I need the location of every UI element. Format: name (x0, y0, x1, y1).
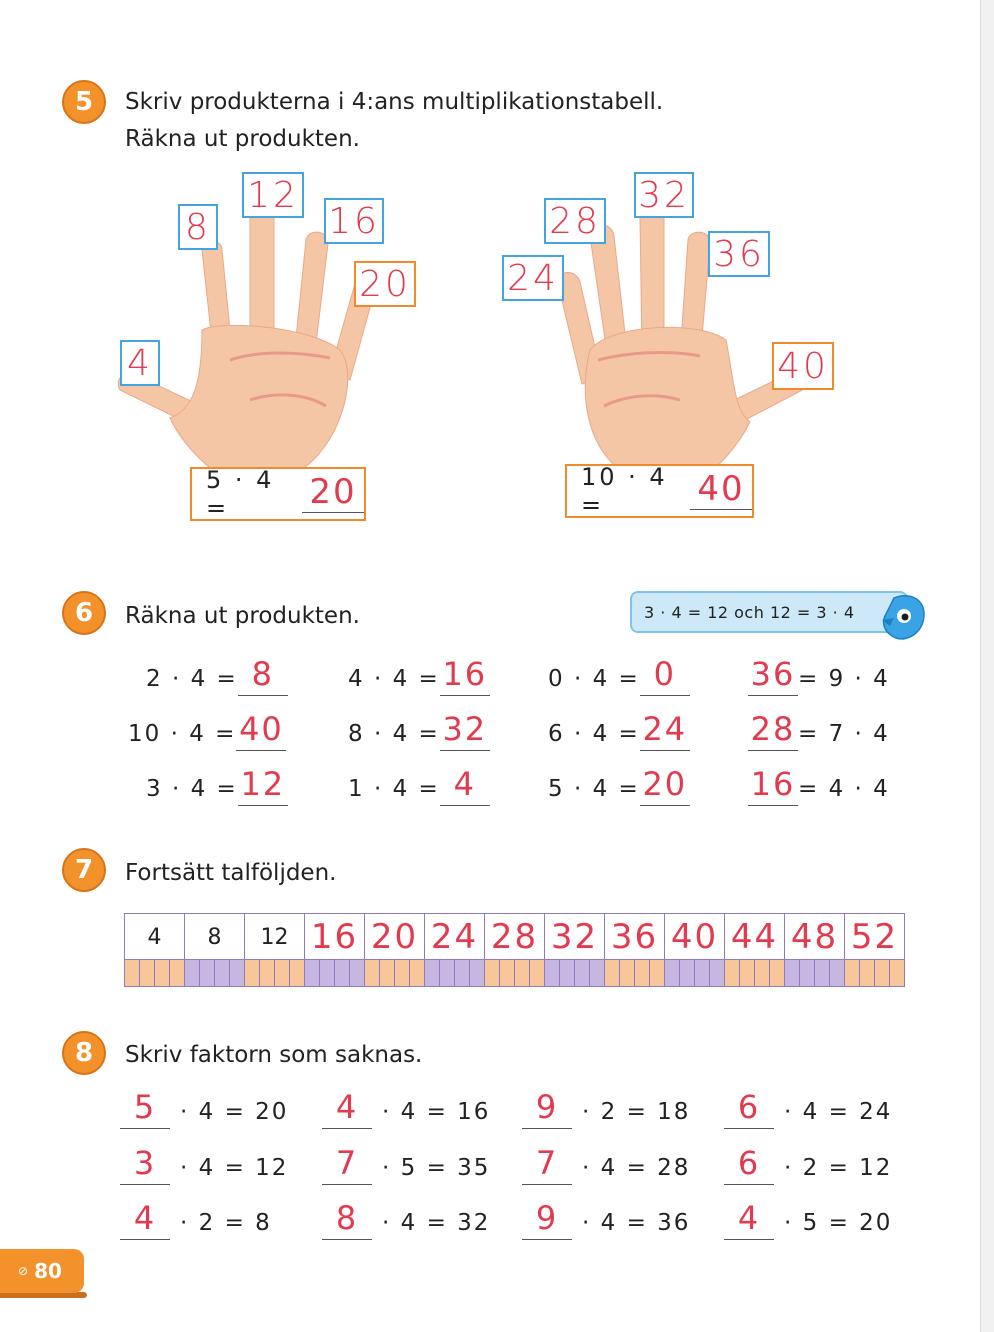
answer-line[interactable] (120, 1090, 170, 1129)
answer: 48 (790, 917, 839, 957)
answer: 40 (697, 469, 745, 509)
equation (522, 1090, 690, 1129)
answer: 36 (610, 917, 659, 957)
answer-line[interactable] (748, 712, 798, 751)
unit-bar (725, 959, 784, 986)
tip-box (630, 591, 908, 633)
answer: 32 (638, 174, 690, 216)
equation-text: 10 · 4 = (581, 463, 668, 519)
exercise-number: 5 (74, 87, 94, 117)
answer-line[interactable] (640, 767, 690, 806)
exercise-number-badge (62, 1031, 106, 1075)
answer: 28 (750, 710, 796, 748)
sequence-cell (245, 914, 305, 986)
instruction-line-2: Räkna ut produkten. (125, 126, 360, 152)
equation (724, 1201, 892, 1240)
answer-line[interactable] (322, 1090, 372, 1129)
unit-bar (665, 959, 724, 986)
answer: 24 (507, 257, 559, 299)
equation-text: · 2 = 8 (180, 1210, 272, 1236)
answer-line[interactable] (322, 1201, 372, 1240)
answer: 32 (442, 710, 488, 748)
unit-bar (785, 959, 844, 986)
equation (348, 767, 490, 806)
answer-line[interactable] (238, 767, 288, 806)
sequence-given: 8 (207, 924, 222, 950)
page-number: 80 (34, 1259, 62, 1283)
equation (120, 1201, 272, 1240)
answer: 44 (730, 917, 779, 957)
instruction-line-1: Skriv produkterna i 4:ans multiplikationstabell. (125, 89, 664, 115)
equation (348, 712, 490, 751)
answer-line[interactable] (322, 1146, 372, 1185)
equation (748, 712, 890, 751)
answer-line[interactable] (522, 1090, 572, 1129)
equation-text: = 7 · 4 (798, 721, 890, 747)
unit-bar (845, 959, 904, 986)
equation-text: 5 · 4 = (206, 466, 275, 522)
equation (548, 712, 690, 751)
answer: 7 (335, 1144, 359, 1182)
answer-line[interactable] (440, 767, 490, 806)
finger-box-little-right[interactable] (502, 255, 564, 301)
answer: 4 (127, 342, 153, 384)
equation (120, 1090, 288, 1129)
equation-text: 1 · 4 = (348, 776, 440, 802)
answer: 20 (359, 263, 411, 305)
answer: 8 (185, 206, 211, 248)
answer: 4 (133, 1199, 157, 1237)
answer-line[interactable] (748, 657, 798, 696)
equation-text: = 9 · 4 (798, 666, 890, 692)
answer: 3 (133, 1144, 157, 1182)
answer-line[interactable] (640, 712, 690, 751)
unit-bar (185, 959, 244, 986)
answer: 36 (750, 655, 796, 693)
mascot-icon (878, 592, 928, 642)
left-product-box[interactable] (190, 467, 366, 521)
answer-line[interactable] (724, 1201, 774, 1240)
exercise-number: 8 (74, 1038, 94, 1068)
answer: 6 (737, 1088, 761, 1126)
answer-line[interactable] (440, 712, 490, 751)
answer: 9 (535, 1199, 559, 1237)
equation-text: 3 · 4 = (146, 776, 238, 802)
page-edge (980, 0, 994, 1332)
equation-text: 10 · 4 = (128, 721, 237, 747)
exercise-number: 7 (74, 855, 94, 885)
page-icon: ⊘ (18, 1264, 29, 1278)
answer: 16 (328, 200, 380, 242)
equation (128, 712, 286, 751)
answer: 40 (777, 345, 829, 387)
finger-box-middle-right[interactable] (634, 172, 694, 218)
sequence-cell[interactable] (365, 914, 425, 986)
sequence-cell[interactable] (425, 914, 485, 986)
answer: 20 (642, 765, 688, 803)
answer-line[interactable] (236, 712, 286, 751)
instruction: Skriv faktorn som saknas. (125, 1042, 423, 1068)
answer: 0 (653, 655, 676, 693)
equation (322, 1146, 490, 1185)
answer: 24 (642, 710, 688, 748)
sequence-cell[interactable] (605, 914, 665, 986)
equation (548, 657, 690, 696)
equation (522, 1201, 690, 1240)
answer: 12 (247, 174, 299, 216)
equation (322, 1090, 490, 1129)
equation-text: 8 · 4 = (348, 721, 440, 747)
equation (748, 767, 890, 806)
right-product-box[interactable] (565, 464, 754, 518)
answer: 4 (453, 765, 476, 803)
page-number-tab (0, 1249, 84, 1293)
tip-text: 3 · 4 = 12 och 12 = 3 · 4 (644, 602, 855, 622)
equation-text: · 4 = 12 (180, 1155, 289, 1181)
equation-text: · 4 = 36 (582, 1210, 691, 1236)
answer-line[interactable] (724, 1090, 774, 1129)
equation (120, 1146, 288, 1185)
answer: 28 (549, 200, 601, 242)
sequence-cell[interactable] (305, 914, 365, 986)
answer: 36 (713, 233, 765, 275)
number-sequence-strip (124, 913, 905, 987)
equation-text: · 4 = 16 (382, 1099, 491, 1125)
unit-bar (125, 959, 184, 986)
answer: 24 (430, 917, 479, 957)
equation (522, 1146, 690, 1185)
finger-box-ring-right[interactable] (544, 198, 606, 244)
sequence-cell (125, 914, 185, 986)
answer: 5 (133, 1088, 157, 1126)
equation-text: = 4 · 4 (798, 776, 890, 802)
answer-line[interactable] (522, 1146, 572, 1185)
sequence-cell (185, 914, 245, 986)
equation-text: 0 · 4 = (548, 666, 640, 692)
answer: 20 (370, 917, 419, 957)
answer-line[interactable] (748, 767, 798, 806)
equation-text: · 2 = 18 (582, 1099, 691, 1125)
answer: 8 (251, 655, 274, 693)
answer: 20 (309, 472, 357, 512)
equation-text: 4 · 4 = (348, 666, 440, 692)
sequence-cell[interactable] (725, 914, 785, 986)
unit-bar (305, 959, 364, 986)
finger-box-middle[interactable] (242, 172, 304, 218)
unit-bar (545, 959, 604, 986)
equation-text: · 4 = 28 (582, 1155, 691, 1181)
answer: 52 (850, 917, 899, 957)
answer-line[interactable] (120, 1146, 170, 1185)
sequence-cell[interactable] (845, 914, 904, 986)
exercise-number-badge (62, 848, 106, 892)
equation (146, 767, 288, 806)
sequence-cell[interactable] (665, 914, 725, 986)
answer-line[interactable] (238, 657, 288, 696)
equation (348, 657, 490, 696)
answer: 6 (737, 1144, 761, 1182)
answer: 9 (535, 1088, 559, 1126)
finger-box-ring[interactable] (324, 198, 384, 244)
exercise-number-badge (62, 80, 106, 124)
answer-line[interactable] (120, 1201, 170, 1240)
answer: 40 (670, 917, 719, 957)
finger-box-index-right[interactable] (708, 231, 770, 277)
answer: 40 (239, 710, 284, 748)
sequence-given: 4 (147, 924, 162, 950)
answer-line[interactable] (440, 657, 490, 696)
sequence-given: 12 (260, 924, 289, 950)
equation-text: 5 · 4 = (548, 776, 640, 802)
equation (322, 1201, 490, 1240)
sequence-cell[interactable] (485, 914, 545, 986)
answer-line[interactable] (724, 1146, 774, 1185)
answer: 4 (335, 1088, 359, 1126)
unit-bar (425, 959, 484, 986)
sequence-cell[interactable] (785, 914, 845, 986)
finger-box-thumb[interactable] (120, 340, 160, 386)
exercise-number-badge (62, 591, 106, 635)
equation-text: 2 · 4 = (146, 666, 238, 692)
sequence-cell[interactable] (545, 914, 605, 986)
answer: 28 (490, 917, 539, 957)
answer: 16 (442, 655, 488, 693)
answer: 12 (240, 765, 286, 803)
equation-text: · 4 = 24 (784, 1099, 893, 1125)
instruction: Fortsätt talföljden. (125, 860, 337, 886)
exercise-number: 6 (74, 598, 94, 628)
answer-line[interactable] (640, 657, 690, 696)
answer: 7 (535, 1144, 559, 1182)
answer-line (690, 469, 752, 510)
unit-bar (605, 959, 664, 986)
equation (724, 1090, 892, 1129)
answer: 4 (737, 1199, 761, 1237)
answer: 8 (335, 1199, 359, 1237)
answer: 16 (310, 917, 359, 957)
answer-line[interactable] (522, 1201, 572, 1240)
unit-bar (365, 959, 424, 986)
equation (146, 657, 288, 696)
equation-text: · 5 = 20 (784, 1210, 893, 1236)
finger-box-thumb-right[interactable] (772, 342, 834, 390)
equation (548, 767, 690, 806)
answer: 16 (750, 765, 796, 803)
equation-text: · 4 = 32 (382, 1210, 491, 1236)
equation-text: · 2 = 12 (784, 1155, 893, 1181)
answer: 32 (550, 917, 599, 957)
equation-text: 6 · 4 = (548, 721, 640, 747)
unit-bar (485, 959, 544, 986)
equation-text: · 5 = 35 (382, 1155, 491, 1181)
finger-box-little[interactable] (354, 261, 416, 307)
unit-bar (245, 959, 304, 986)
answer-line (302, 472, 364, 513)
equation-text: · 4 = 20 (180, 1099, 289, 1125)
instruction: Räkna ut produkten. (125, 603, 360, 629)
equation (748, 657, 890, 696)
equation (724, 1146, 892, 1185)
finger-box-index[interactable] (178, 204, 218, 250)
